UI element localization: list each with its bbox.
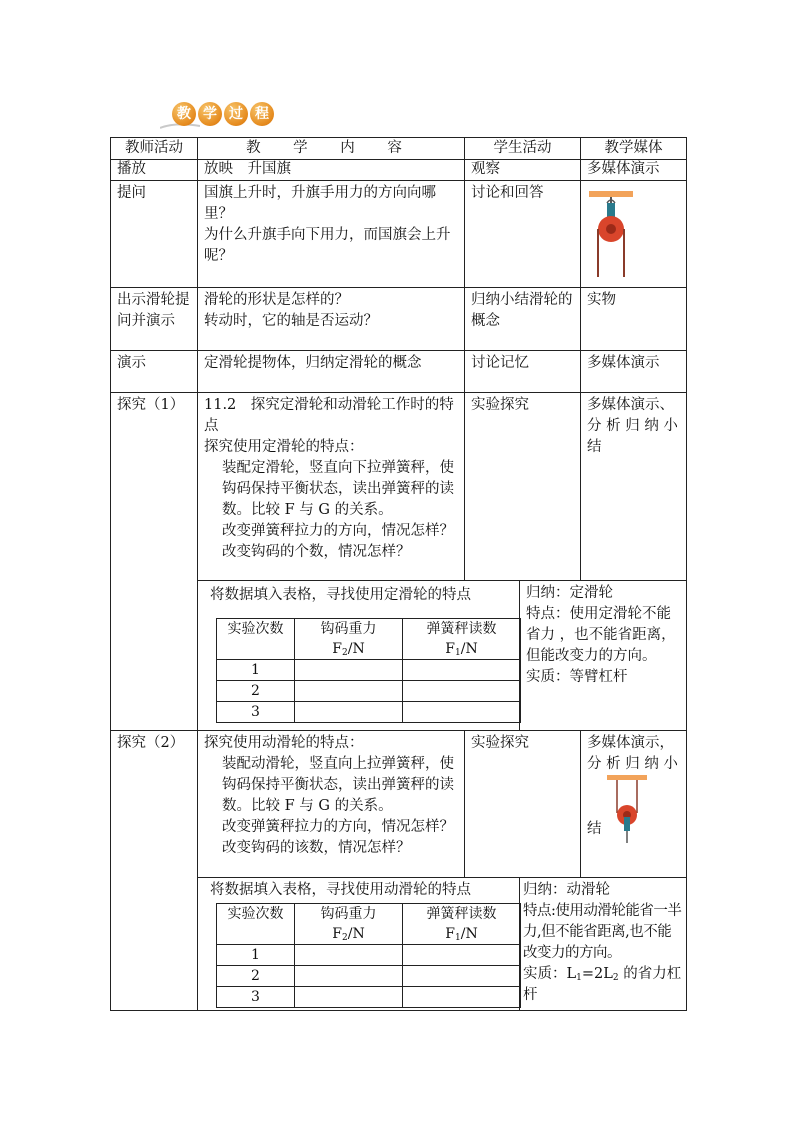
- table-row: [111, 878, 687, 1011]
- essence-sub1: 1: [576, 973, 582, 983]
- data-row: [217, 681, 521, 702]
- table-header-row: [111, 138, 687, 160]
- table-row: [111, 181, 687, 288]
- content-line: 改变钩码的该数，情况怎样？: [222, 840, 411, 856]
- teacher-cell: 播放: [111, 160, 198, 181]
- content-line: 国旗上升时，升旗手用力的方向向哪里？: [204, 185, 436, 222]
- header-weight-label: 钩码重力: [320, 906, 377, 922]
- content-line: 装配定滑轮，竖直向下拉弹簧秤，使钩码保持平衡状态，读出弹簧秤的读数。比较 F 与 G 的关系。: [222, 460, 454, 518]
- fixed-pulley-data-table: [216, 618, 521, 723]
- data-row: [217, 945, 521, 966]
- content-line: 改变弹簧秤拉力的方向，情况怎样？: [222, 523, 454, 539]
- media-text: 多媒体演示，分 析 归 纳 小: [587, 735, 678, 772]
- header-reading-label: 弹簧秤读数: [426, 621, 497, 637]
- table-caption: 将数据填入表格，寻找使用动滑轮的特点: [210, 882, 471, 898]
- weight-input-cell[interactable]: [295, 966, 403, 987]
- banner-char: 程: [250, 102, 274, 126]
- header-reading-label: 弹簧秤读数: [426, 906, 497, 922]
- data-table-header: [217, 904, 521, 945]
- unit-subscript: 1: [455, 933, 461, 943]
- summary-feature: 特点：使用定滑轮不能省力 ，也不能省距离， 但能改变力的方向。: [526, 606, 676, 664]
- unit-suffix: /N: [347, 641, 365, 657]
- summary-essence: [523, 964, 684, 1006]
- table-caption: 将数据填入表格，寻找使用定滑轮的特点: [210, 587, 471, 603]
- summary-head: 归纳：定滑轮: [526, 585, 613, 601]
- unit-letter: F: [332, 926, 342, 942]
- table-row: [111, 581, 687, 731]
- trial-number: 3: [217, 987, 295, 1008]
- summary-feature: 特点:使用动滑轮能省一半力,但不能省距离,也不能改变力的方向。: [523, 903, 682, 961]
- reading-input-cell[interactable]: [403, 702, 521, 723]
- trial-number: 3: [217, 702, 295, 723]
- essence-mid: =2L: [581, 966, 613, 982]
- banner-char: 学: [198, 102, 222, 126]
- unit-letter: F: [332, 641, 342, 657]
- content-cell: [198, 731, 465, 878]
- reading-input-cell[interactable]: [403, 945, 521, 966]
- movable-pulley-data-table: [216, 903, 521, 1008]
- unit-suffix: /N: [460, 641, 478, 657]
- summary-cell: [520, 878, 687, 1011]
- data-table-cell: [198, 581, 520, 731]
- weight-input-cell[interactable]: [295, 660, 403, 681]
- section-subtitle: 探究使用动滑轮的特点：: [204, 735, 364, 751]
- student-cell: 归纳小结滑轮的概念: [465, 288, 581, 351]
- table-row: [111, 731, 687, 878]
- table-row: [111, 288, 687, 351]
- weight-input-cell[interactable]: [295, 945, 403, 966]
- header-weight: [295, 904, 403, 945]
- unit-suffix: /N: [347, 926, 365, 942]
- trial-number: 1: [217, 660, 295, 681]
- fixed-pulley-image: [589, 189, 633, 281]
- essence-prefix: 实质：L: [523, 966, 577, 982]
- teacher-cell: 探究（2）: [111, 731, 198, 1011]
- essence-suffix: 的省力杠杆: [523, 966, 682, 1003]
- table-row: [111, 393, 687, 581]
- content-line: 滑轮的形状是怎样的？: [204, 292, 349, 308]
- banner-char: 教: [172, 102, 196, 126]
- media-cell: [581, 181, 687, 288]
- data-table-header: [217, 619, 521, 660]
- lesson-table: [110, 137, 687, 1011]
- header-teacher: 教师活动: [111, 138, 198, 160]
- teacher-cell: 探究（1）: [111, 393, 198, 731]
- banner-char: 过: [224, 102, 248, 126]
- data-row: [217, 987, 521, 1008]
- teacher-cell: 演示: [111, 351, 198, 393]
- media-cell: 多媒体演示: [581, 160, 687, 181]
- content-cell: [198, 181, 465, 288]
- section-title: 11.2 探究定滑轮和动滑轮工作时的特点: [204, 397, 454, 434]
- data-row: [217, 966, 521, 987]
- trial-number: 1: [217, 945, 295, 966]
- header-trial: 实验次数: [217, 904, 295, 945]
- media-cell: [581, 731, 687, 878]
- header-content: 教 学 内 容: [198, 138, 465, 160]
- content-line: 为什么升旗手向下用力，而国旗会上升呢？: [204, 227, 451, 264]
- summary-head: 归纳：动滑轮: [523, 882, 610, 898]
- content-cell: 定滑轮提物体，归纳定滑轮的概念: [198, 351, 465, 393]
- media-cell: 多媒体演示: [581, 351, 687, 393]
- essence-sub2: 2: [612, 973, 619, 983]
- data-row: [217, 702, 521, 723]
- reading-input-cell[interactable]: [403, 966, 521, 987]
- unit-letter: F: [445, 641, 455, 657]
- summary-essence: 实质：等臂杠杆: [526, 669, 628, 685]
- unit-subscript: 2: [342, 648, 348, 658]
- student-cell: 实验探究: [465, 393, 581, 581]
- content-line: 装配动滑轮，竖直向上拉弹簧秤，使钩码保持平衡状态，读出弹簧秤的读数。比较 F 与 G 的关系。: [222, 756, 454, 814]
- header-weight-label: 钩码重力: [320, 621, 377, 637]
- student-cell: 讨论记忆: [465, 351, 581, 393]
- header-trial: 实验次数: [217, 619, 295, 660]
- media-cell: 实物: [581, 288, 687, 351]
- movable-pulley-figure: [587, 775, 682, 845]
- weight-input-cell[interactable]: [295, 681, 403, 702]
- teacher-cell: 出示滑轮提问并演示: [111, 288, 198, 351]
- header-student: 学生活动: [465, 138, 581, 160]
- teacher-cell: 提问: [111, 181, 198, 288]
- unit-suffix: /N: [460, 926, 478, 942]
- unit-subscript: 2: [342, 933, 348, 943]
- content-cell: [198, 393, 465, 581]
- section-banner: [150, 100, 290, 134]
- student-cell: 讨论和回答: [465, 181, 581, 288]
- weight-input-cell[interactable]: [295, 702, 403, 723]
- content-cell: 放映 升国旗: [198, 160, 465, 181]
- media-text: 结: [587, 821, 602, 837]
- table-row: [111, 160, 687, 181]
- table-row: [111, 351, 687, 393]
- reading-input-cell[interactable]: [403, 681, 521, 702]
- trial-number: 2: [217, 681, 295, 702]
- content-line: 转动时，它的轴是否运动？: [204, 313, 378, 329]
- weight-input-cell[interactable]: [295, 987, 403, 1008]
- data-row: [217, 660, 521, 681]
- header-media: 教学媒体: [581, 138, 687, 160]
- unit-letter: F: [445, 926, 455, 942]
- reading-input-cell[interactable]: [403, 987, 521, 1008]
- header-reading: [403, 619, 521, 660]
- student-cell: 观察: [465, 160, 581, 181]
- content-line: 改变弹簧秤拉力的方向，情况怎样？: [222, 819, 454, 835]
- trial-number: 2: [217, 966, 295, 987]
- section-subtitle: 探究使用定滑轮的特点：: [204, 439, 364, 455]
- reading-input-cell[interactable]: [403, 660, 521, 681]
- student-cell: 实验探究: [465, 731, 581, 878]
- media-cell: 多媒体演示、分 析 归 纳 小结: [581, 393, 687, 581]
- header-reading: [403, 904, 521, 945]
- content-cell: [198, 288, 465, 351]
- header-weight: [295, 619, 403, 660]
- summary-cell: [520, 581, 687, 731]
- data-table-cell: [198, 878, 520, 1011]
- movable-pulley-image: [605, 773, 649, 845]
- unit-subscript: 1: [455, 648, 461, 658]
- content-line: 改变钩码的个数，情况怎样？: [222, 544, 411, 560]
